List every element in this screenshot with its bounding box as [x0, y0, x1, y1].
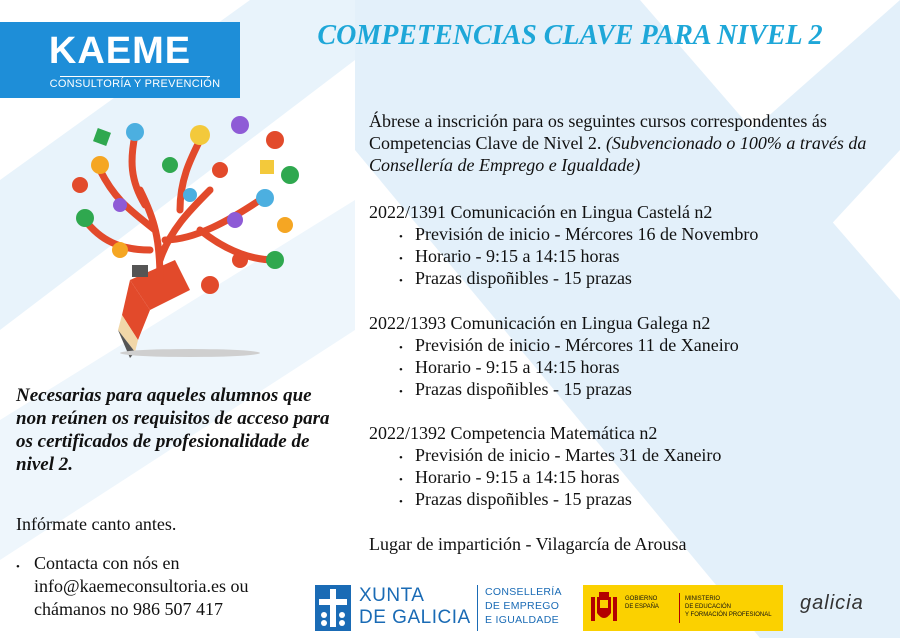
consellaria-line: E IGUALDADE: [485, 614, 559, 626]
gobierno-line: GOBIERNO: [625, 596, 658, 602]
xunta-divider: [477, 585, 478, 631]
gobierno-divider: [679, 593, 680, 623]
course-details: [369, 223, 889, 289]
logo-name: KAEME: [48, 30, 192, 72]
gobierno-line: DE ESPAÑA: [625, 604, 659, 610]
xunta-name: [359, 585, 471, 629]
course-detail-item: • Previsión de inicio - Martes 31 de Xaneiro: [399, 444, 889, 466]
ministerio-line: DE EDUCACIÓN: [685, 604, 732, 610]
course-detail-item: • Prazas dispoñibles - 15 prazas: [399, 488, 889, 510]
course-block: [369, 312, 889, 400]
xunta-name-line: DE GALICIA: [359, 607, 471, 628]
ministerio-text: [685, 595, 772, 619]
logo-subtitle: CONSULTORÍA Y PREVENCIÓN: [49, 78, 221, 90]
course-detail-item: • Previsión de inicio - Mércores 16 de Novembro: [399, 223, 889, 245]
contact-phone[interactable]: chámanos no 986 507 417: [34, 599, 223, 619]
course-detail-item: • Prazas dispoñibles - 15 prazas: [399, 378, 889, 400]
location-text: Lugar de impartición - Vilagarcía de Arousa: [369, 534, 687, 554]
ministerio-line: Y FORMACIÓN PROFESIONAL: [685, 612, 772, 618]
course-heading: 2022/1392 Competencia Matemática n2: [369, 423, 658, 443]
course-detail-item: • Prazas dispoñibles - 15 prazas: [399, 267, 889, 289]
kaeme-logo: [0, 22, 240, 98]
contact-email[interactable]: info@kaemeconsultoria.es ou: [34, 576, 249, 596]
course-block: [369, 201, 889, 289]
gobierno-logo: [583, 585, 783, 631]
requirements-note: Necesarias para aqueles alumnos que non reúnen os requisitos de acceso para os certificados de profesionalidade de nivel 2.: [16, 385, 330, 475]
course-heading: 2022/1393 Comunicación en Lingua Galega n2: [369, 313, 711, 333]
ministerio-line: MINISTERIO: [685, 596, 721, 602]
course-detail-item: • Horario - 9:15 a 14:15 horas: [399, 245, 889, 267]
course-detail-item: • Previsión de inicio - Mércores 11 de Xaneiro: [399, 334, 889, 356]
course-details: [369, 444, 889, 510]
xunta-shield-icon: [315, 585, 351, 631]
consellaria-line: CONSELLERÍA: [485, 586, 562, 598]
intro-text: Ábrese a inscrición para os seguintes cursos correspondentes ás Competencias Clave de Nivel 2.: [369, 111, 827, 153]
course-detail-item: • Horario - 9:15 a 14:15 horas: [399, 356, 889, 378]
consellaria-name: [485, 585, 562, 627]
intro-subsidy: (Subvencionado o 100% a través da Consellería de Emprego e Igualdade): [369, 133, 867, 175]
intro-paragraph: [369, 110, 889, 176]
knowledge-tree-illustration: [60, 110, 320, 360]
inform-text: Infórmate canto antes.: [16, 514, 177, 534]
course-details: [369, 334, 889, 400]
consellaria-line: DE EMPREGO: [485, 600, 560, 612]
contact-line: Contacta con nós en: [34, 553, 180, 573]
page-title: COMPETENCIAS CLAVE PARA NIVEL 2: [317, 20, 823, 51]
logo-divider: [60, 76, 210, 77]
xunta-logo: [315, 583, 575, 633]
bullet-icon: •: [16, 561, 20, 573]
gobierno-text: [625, 595, 659, 611]
course-block: [369, 422, 889, 510]
spain-crest-icon: [589, 591, 619, 625]
course-detail-item: • Horario - 9:15 a 14:15 horas: [399, 466, 889, 488]
galicia-logo: galicia: [800, 592, 864, 614]
xunta-name-line: XUNTA: [359, 585, 425, 606]
course-heading: 2022/1391 Comunicación en Lingua Castelá n2: [369, 202, 713, 222]
